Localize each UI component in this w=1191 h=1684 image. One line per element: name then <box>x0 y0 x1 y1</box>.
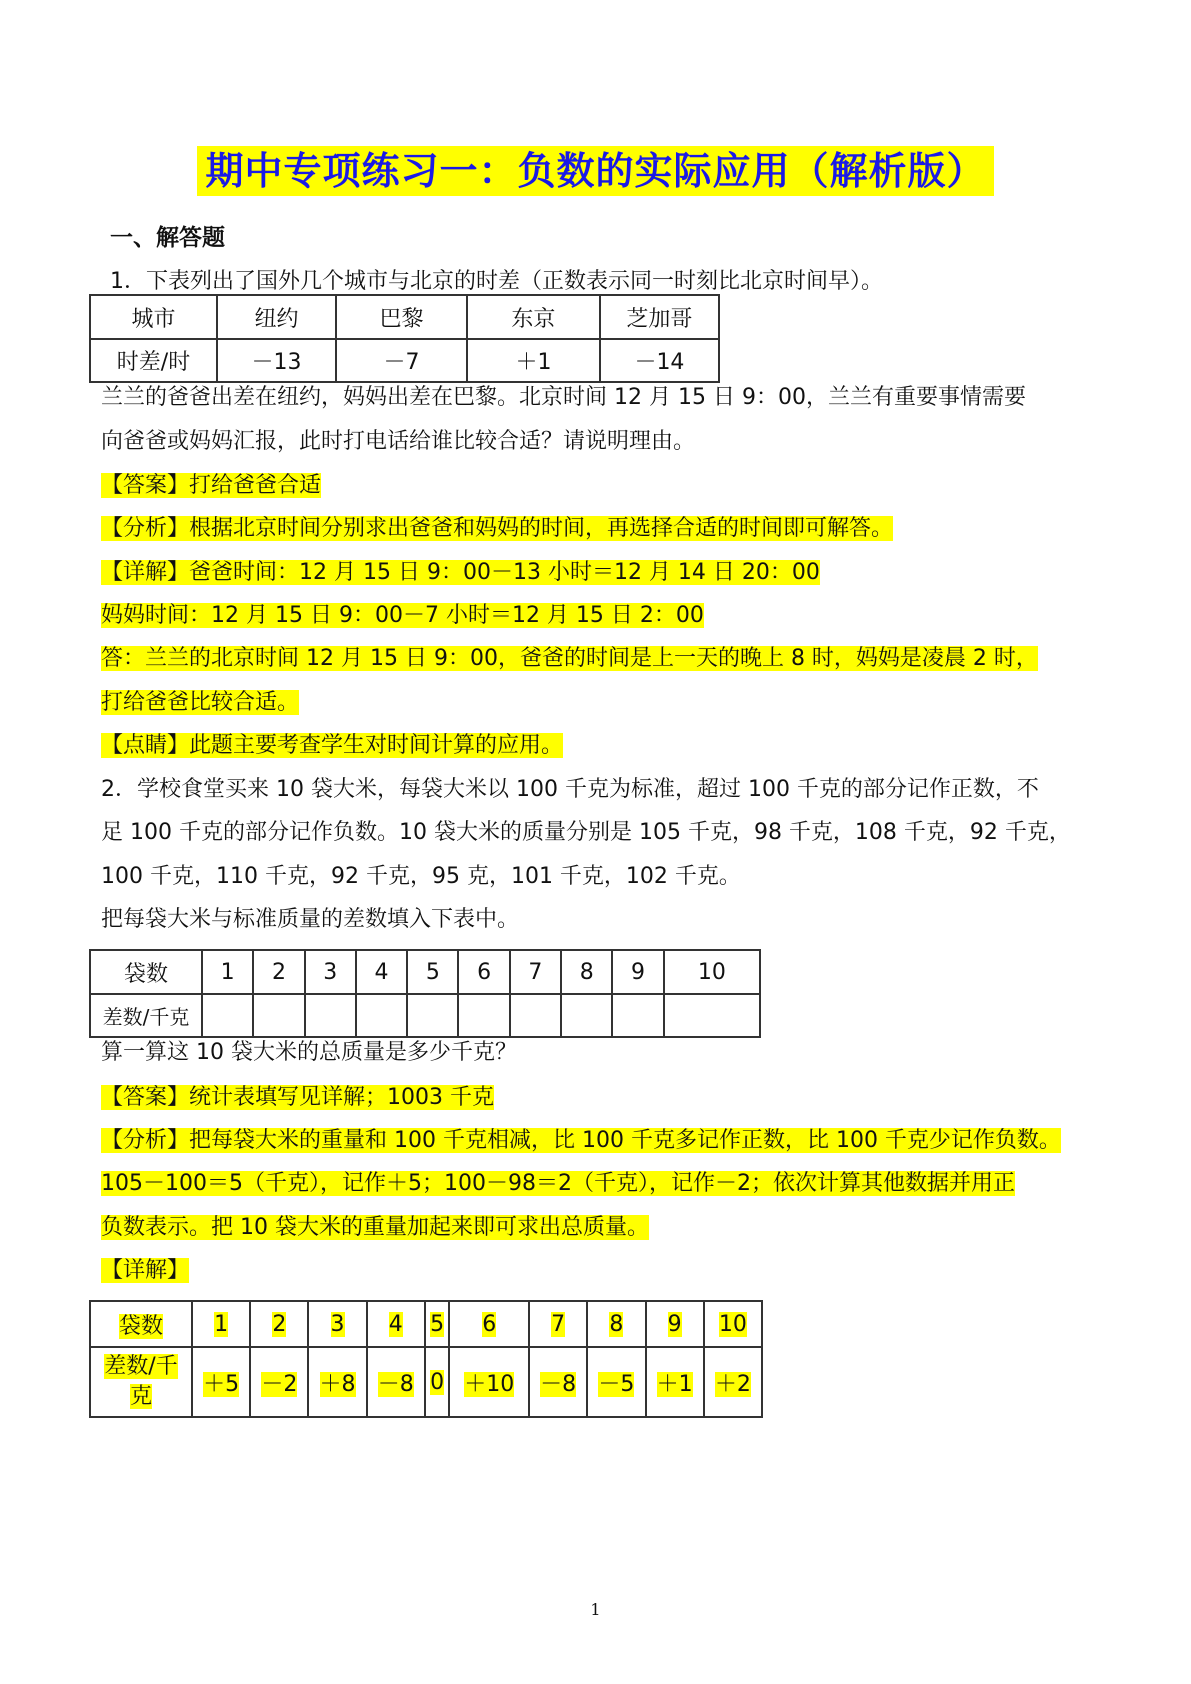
q2-stem-line: 足 100 千克的部分记作负数。10 袋大米的质量分别是 105 千克，98 千克，108 千克，92 千克， <box>101 820 1071 845</box>
q1-comment: 【点睛】此题主要考查学生对时间计算的应用。 <box>101 733 564 758</box>
table-cell: ＋1 <box>467 339 600 382</box>
q2-question: 算一算这 10 袋大米的总质量是多少千克？ <box>101 1040 517 1065</box>
q2-stem-line: 2．学校食堂买来 10 袋大米，每袋大米以 100 千克为标准，超过 100 千克的部分记作正数，不 <box>101 777 1039 802</box>
q2-filled-table <box>89 1300 763 1418</box>
q2-analysis-line: 105－100＝5（千克），记作＋5；100－98＝2（千克），记作－2；依次计算其他数据并用正 <box>101 1171 1015 1196</box>
blank-cell[interactable] <box>510 994 561 1037</box>
q1-stem: 1．下表列出了国外几个城市与北京的时差（正数表示同一时刻比北京时间早）。 <box>110 269 883 294</box>
table-cell: 1 <box>214 1311 229 1337</box>
blank-cell[interactable] <box>458 994 509 1037</box>
table-cell: 2 <box>272 1311 287 1337</box>
table-cell: 时差/时 <box>90 339 217 382</box>
table-cell: 3 <box>330 1311 345 1337</box>
q2-answer: 【答案】统计表填写见详解；1003 千克 <box>101 1085 494 1110</box>
q1-timezone-table <box>89 294 720 383</box>
table-cell: －8 <box>377 1371 414 1397</box>
blank-cell[interactable] <box>253 994 304 1037</box>
table-cell: 3 <box>305 950 356 994</box>
q1-text-line: 向爸爸或妈妈汇报，此时打电话给谁比较合适？请说明理由。 <box>101 429 696 454</box>
page-number: 1 <box>590 1600 601 1619</box>
page-title: 期中专项练习一：负数的实际应用（解析版） <box>197 146 993 196</box>
blank-cell[interactable] <box>612 994 663 1037</box>
table-cell: ＋5 <box>203 1371 240 1397</box>
q2-detail-label: 【详解】 <box>101 1258 190 1283</box>
table-cell: 7 <box>551 1311 566 1337</box>
q1-detail-line: 【详解】爸爸时间：12 月 15 日 9：00－13 小时＝12 月 14 日 20：00 <box>101 560 820 585</box>
table-cell: 巴黎 <box>336 295 467 339</box>
title-wrap <box>0 146 1191 196</box>
q1-detail-line: 答：兰兰的北京时间 12 月 15 日 9：00，爸爸的时间是上一天的晚上 8 时，妈妈是凌晨 2 时， <box>101 646 1038 671</box>
blank-cell[interactable] <box>305 994 356 1037</box>
table-cell: －8 <box>540 1371 577 1397</box>
table-cell: 城市 <box>90 295 217 339</box>
table-cell: 纽约 <box>217 295 336 339</box>
table-cell: －14 <box>600 339 719 382</box>
table-cell: 差数/千 <box>104 1354 178 1379</box>
q2-blank-table <box>89 949 761 1038</box>
table-cell: 4 <box>388 1311 403 1337</box>
table-cell: 6 <box>458 950 509 994</box>
table-cell: －5 <box>598 1371 635 1397</box>
q1-text-line: 兰兰的爸爸出差在纽约，妈妈出差在巴黎。北京时间 12 月 15 日 9：00，兰兰有重要事情需要 <box>101 385 1026 410</box>
table-cell: ＋10 <box>464 1371 515 1397</box>
table-cell: 1 <box>202 950 253 994</box>
q2-analysis-line: 【分析】把每袋大米的重量和 100 千克相减，比 100 千克多记作正数，比 100 千克少记作负数。 <box>101 1128 1061 1153</box>
table-cell: 9 <box>667 1311 682 1337</box>
table-cell: 9 <box>612 950 663 994</box>
table-cell: 袋数 <box>118 1313 163 1339</box>
blank-cell[interactable] <box>407 994 458 1037</box>
table-cell: 6 <box>482 1311 497 1337</box>
table-cell: 10 <box>664 950 760 994</box>
q1-detail-line: 妈妈时间：12 月 15 日 9：00－7 小时＝12 月 15 日 2：00 <box>101 603 704 628</box>
q2-stem-line: 100 千克，110 千克，92 千克，95 克，101 千克，102 千克。 <box>101 864 741 889</box>
q1-detail-line: 打给爸爸比较合适。 <box>101 690 300 715</box>
table-cell: 4 <box>356 950 407 994</box>
table-cell: －7 <box>336 339 467 382</box>
q2-stem-line: 把每袋大米与标准质量的差数填入下表中。 <box>101 907 520 932</box>
table-cell: ＋1 <box>656 1371 693 1397</box>
table-cell: 袋数 <box>90 950 202 994</box>
table-cell: 芝加哥 <box>600 295 719 339</box>
q2-analysis-line: 负数表示。把 10 袋大米的重量加起来即可求出总质量。 <box>101 1215 649 1240</box>
blank-cell[interactable] <box>356 994 407 1037</box>
table-cell: －2 <box>261 1371 298 1397</box>
table-cell: 东京 <box>467 295 600 339</box>
table-cell: －13 <box>217 339 336 382</box>
table-cell: 0 <box>430 1369 445 1395</box>
table-cell: 10 <box>718 1311 747 1337</box>
table-cell: 8 <box>609 1311 624 1337</box>
section-heading: 一、解答题 <box>110 225 225 251</box>
q1-analysis: 【分析】根据北京时间分别求出爸爸和妈妈的时间，再选择合适的时间即可解答。 <box>101 516 894 541</box>
table-cell: ＋8 <box>319 1371 356 1397</box>
blank-cell[interactable] <box>561 994 612 1037</box>
table-cell: 7 <box>510 950 561 994</box>
table-cell: 2 <box>253 950 304 994</box>
table-cell: 5 <box>430 1311 445 1337</box>
table-cell: 差数/千克 <box>90 994 202 1037</box>
blank-cell[interactable] <box>202 994 253 1037</box>
table-cell: 克 <box>129 1384 152 1409</box>
q1-answer: 【答案】打给爸爸合适 <box>101 473 322 498</box>
table-cell: 5 <box>407 950 458 994</box>
table-cell: ＋2 <box>714 1371 751 1397</box>
blank-cell[interactable] <box>664 994 760 1037</box>
table-cell: 8 <box>561 950 612 994</box>
